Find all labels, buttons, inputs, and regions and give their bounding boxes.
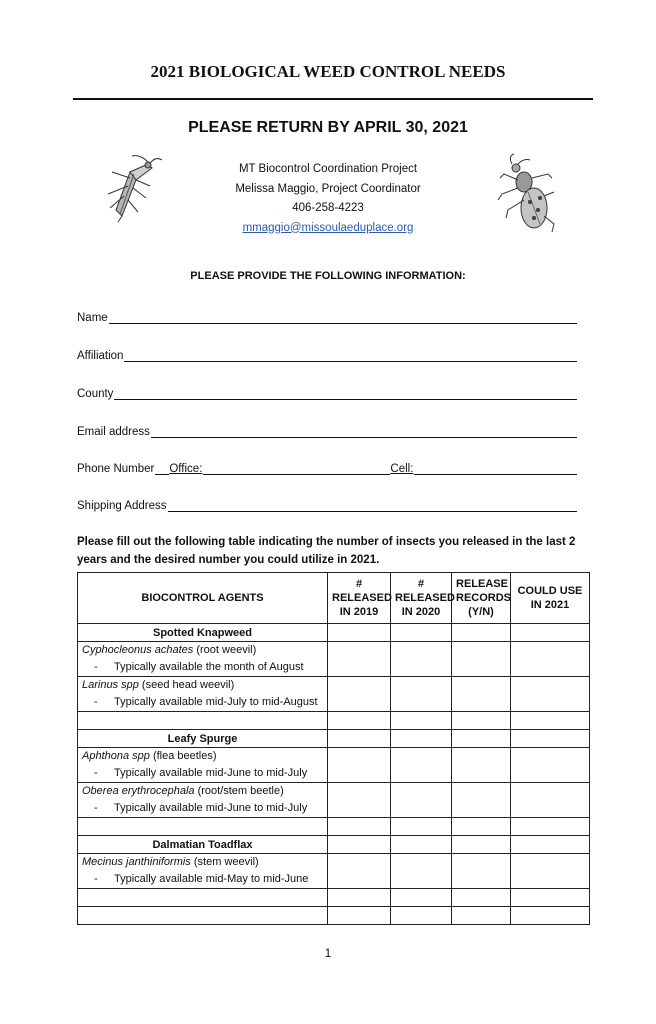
contact-organization: MT Biocontrol Coordination Project — [238, 163, 418, 175]
header-released-2019: # RELEASED IN 2019 — [328, 573, 391, 624]
agent-larinus: Larinus spp (seed head weevil) - Typically available mid-July to mid-August — [78, 677, 328, 712]
table-row — [78, 642, 590, 677]
affiliation-field[interactable] — [77, 346, 577, 362]
table-row — [78, 712, 590, 730]
table-row — [78, 783, 590, 818]
category-spotted-knapweed: Spotted Knapweed — [78, 624, 328, 642]
category-leafy-spurge: Leafy Spurge — [78, 730, 328, 748]
phone-label: Phone Number — [77, 463, 155, 475]
agent-oberea: Oberea erythrocephala (root/stem beetle) - Typically available mid-June to mid-July — [78, 783, 328, 818]
longhorn-beetle-icon — [100, 150, 166, 230]
email-input-line[interactable] — [151, 424, 577, 438]
category-dalmatian-toadflax: Dalmatian Toadflax — [78, 836, 328, 854]
form-heading: PLEASE PROVIDE THE FOLLOWING INFORMATION: — [190, 270, 466, 282]
table-instructions: Please fill out the following table indicating the number of insects you released in the last 2 years and the desired number you could utilize in 2021. — [77, 536, 576, 566]
table-header-row — [78, 573, 590, 624]
table-row — [78, 836, 590, 854]
name-field[interactable] — [77, 308, 577, 324]
header-released-2020: # RELEASED IN 2020 — [391, 573, 452, 624]
table-row — [78, 907, 590, 925]
office-phone-input-line[interactable] — [203, 461, 390, 475]
table-row — [78, 889, 590, 907]
phone-field[interactable] — [77, 459, 577, 475]
cell-label: Cell: — [390, 463, 414, 475]
table-row — [78, 854, 590, 889]
shipping-label: Shipping Address — [77, 500, 167, 512]
table-row — [78, 748, 590, 783]
page-number: 1 — [324, 946, 332, 960]
shipping-field[interactable] — [77, 496, 577, 512]
header-release-records: RELEASE RECORDS (Y/N) — [452, 573, 511, 624]
return-deadline: PLEASE RETURN BY APRIL 30, 2021 — [188, 119, 468, 136]
table-row — [78, 818, 590, 836]
agent-aphthona: Aphthona spp (flea beetles) - Typically available mid-June to mid-July — [78, 748, 328, 783]
weevil-icon — [494, 152, 558, 238]
agent-mecinus: Mecinus janthiniformis (stem weevil) - Typically available mid-May to mid-June — [78, 854, 328, 889]
county-label: County — [77, 388, 114, 400]
table-row — [78, 624, 590, 642]
email-label: Email address — [77, 426, 150, 438]
affiliation-label: Affiliation — [77, 350, 124, 362]
biocontrol-table — [77, 572, 590, 925]
document-title: 2021 BIOLOGICAL WEED CONTROL NEEDS — [150, 62, 506, 81]
header-agents: BIOCONTROL AGENTS — [78, 573, 328, 624]
contact-phone: 406-258-4223 — [292, 202, 364, 214]
header-could-use: COULD USE IN 2021 — [511, 573, 590, 624]
county-input-line[interactable] — [114, 386, 577, 400]
agent-cyphocleonus: Cyphocleonus achates (root weevil) - Typically available the month of August — [78, 642, 328, 677]
county-field[interactable] — [77, 384, 577, 400]
email-field[interactable] — [77, 422, 577, 438]
name-input-line[interactable] — [109, 310, 577, 324]
name-label: Name — [77, 312, 108, 324]
contact-email-link[interactable]: mmaggio@missoulaeduplace.org — [242, 221, 414, 234]
phone-blank-line — [155, 461, 169, 475]
contact-person: Melissa Maggio, Project Coordinator — [235, 182, 421, 195]
contact-block — [200, 160, 456, 238]
affiliation-input-line[interactable] — [124, 348, 577, 362]
table-row — [78, 730, 590, 748]
table-row — [78, 677, 590, 712]
office-label: Office: — [169, 463, 203, 475]
title-divider — [73, 98, 593, 100]
cell-phone-input-line[interactable] — [414, 461, 577, 475]
shipping-input-line[interactable] — [168, 498, 577, 512]
